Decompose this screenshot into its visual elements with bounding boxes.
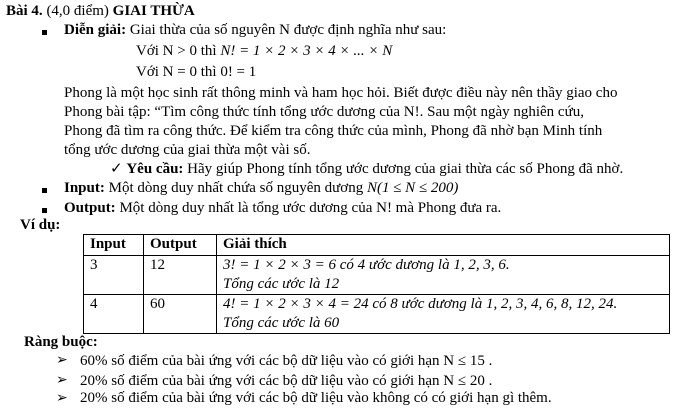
cell-explanation [217, 256, 670, 295]
cell-input: 3 [84, 256, 144, 295]
header-explanation: Giải thích [217, 235, 670, 256]
constraint-item: 60% số điểm của bài ứng với các bộ dữ liệu vào có giới hạn N ≤ 15 . [80, 353, 493, 369]
request-label: Yêu cầu: [126, 161, 184, 177]
definition-line [64, 21, 446, 40]
input-constraint: N(1 ≤ N ≤ 200) [366, 180, 459, 196]
definition-heading: Diễn giải: [64, 22, 127, 38]
constraint-item: 20% số điểm của bài ứng với các bộ dữ liệu vào không có có giới hạn gì thêm. [80, 390, 552, 406]
problem-points: (4,0 điểm) [46, 3, 109, 19]
request-line [110, 160, 623, 179]
output-text: Một dòng duy nhất là tổng ước dương của N! mà Phong đưa ra. [119, 200, 502, 216]
explanation-line: 3! = 1 × 2 × 3 = 6 có 4 ước dương là 1, 2, 3, 6. [223, 257, 510, 273]
arrow-bullet-icon: ➢ [56, 353, 68, 368]
formula-condition: Với N > 0 thì [136, 43, 217, 59]
bullet [42, 30, 47, 35]
cell-output: 12 [144, 256, 217, 295]
constraints-label: Ràng buộc: [24, 334, 98, 350]
table-row [84, 295, 670, 334]
bullet [42, 208, 47, 213]
definition-intro: Giai thừa của số nguyên N được định nghĩa như sau: [129, 22, 447, 38]
cell-output: 60 [144, 295, 217, 334]
problem-title [6, 2, 195, 21]
request-text: Hãy giúp Phong tính tổng ước dương của giai thừa các số Phong đã nhờ. [187, 161, 624, 177]
header-input: Input [84, 235, 144, 256]
formula-condition: Với N = 0 thì [136, 64, 217, 80]
problem-number: Bài 4. [6, 3, 43, 19]
input-label: Input: [64, 180, 105, 196]
formula: N! = 1 × 2 × 3 × 4 × ... × N [220, 43, 393, 59]
formula: 0! = 1 [220, 64, 257, 80]
constraint-item: 20% số điểm của bài ứng với các bộ dữ liệu vào có giới hạn N ≤ 20 . [80, 373, 493, 389]
problem-name: GIAI THỪA [112, 3, 195, 19]
table-row [84, 256, 670, 295]
table-header-row [84, 235, 670, 256]
story-line: Phong là một học sinh rất thông minh và ham học hỏi. Biết được điều này nên thầy giao cho [64, 85, 618, 101]
story-line: Phong bài tập: “Tìm công thức tính tổng ước dương của N!. Sau một ngày nghiên cứu, [64, 104, 584, 120]
header-output: Output [144, 235, 217, 256]
explanation-line: 4! = 1 × 2 × 3 × 4 = 24 có 8 ước dương là 1, 2, 3, 4, 6, 8, 12, 24. [223, 296, 618, 312]
explanation-line: Tổng các ước là 60 [223, 315, 340, 331]
arrow-bullet-icon: ➢ [56, 391, 68, 406]
checkmark-icon: ✓ [110, 161, 123, 177]
input-line [64, 179, 458, 198]
output-label: Output: [64, 200, 116, 216]
arrow-bullet-icon: ➢ [56, 373, 68, 388]
explanation-line: Tổng các ước là 12 [223, 276, 340, 292]
story-line: Phong đã tìm ra công thức. Để kiểm tra công thức của mình, Phong đã nhờ bạn Minh tính [64, 123, 603, 139]
example-label: Ví dụ: [20, 217, 61, 233]
bullet [42, 188, 47, 193]
example-table [83, 234, 670, 334]
cell-explanation [217, 295, 670, 334]
formula-case-2 [136, 63, 256, 82]
story-line: tổng ước dương của giai thừa một vài số. [64, 142, 311, 158]
output-line [64, 199, 501, 218]
input-text: Một dòng duy nhất chứa số nguyên dương [108, 180, 364, 196]
cell-input: 4 [84, 295, 144, 334]
formula-case-1 [136, 42, 392, 61]
